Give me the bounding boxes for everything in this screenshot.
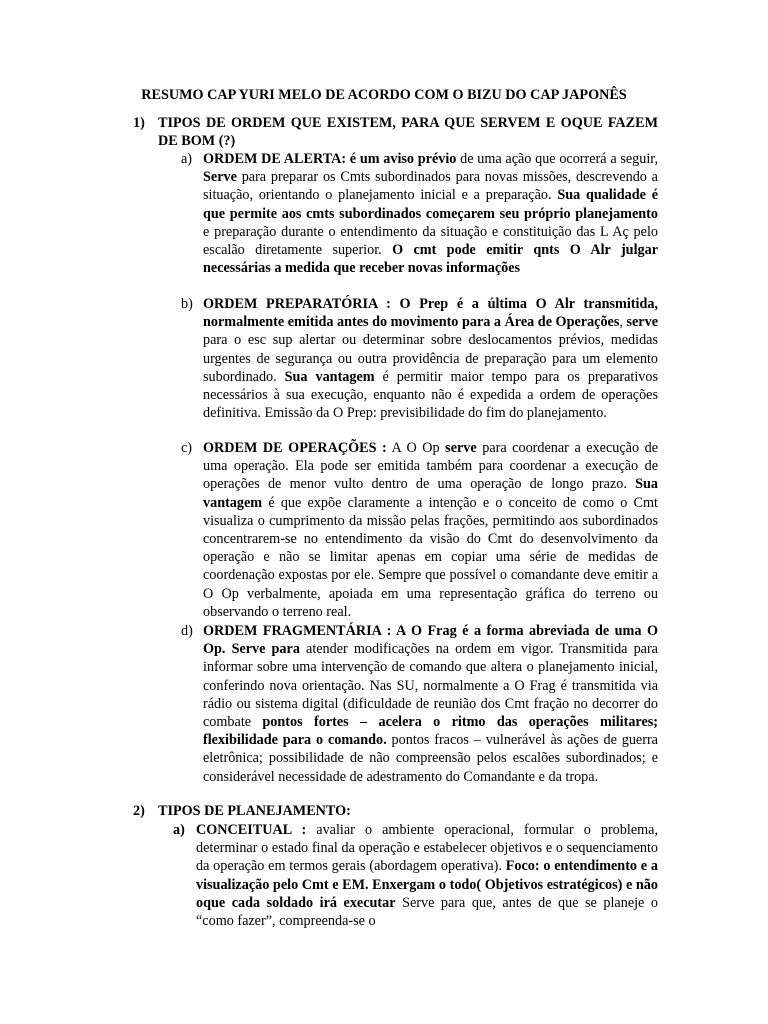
bold-text-run: Sua vantagem: [203, 476, 658, 511]
bold-text-run: ORDEM DE OPERAÇÕES :: [203, 440, 387, 456]
bold-text-run: pontos fortes – acelera o ritmo das operações militares; flexibilidade para o comando.: [203, 714, 658, 749]
bold-text-run: ORDEM FRAGMENTÁRIA : A O Frag é a forma abreviada de uma O Op. Serve para: [203, 623, 658, 658]
text-run: para coordenar a execução de uma operação. Ela pode ser emitida também para coordenar a execução de operações de menor vulto dentro de uma operação de longo prazo.: [203, 440, 658, 493]
item-body: [196, 821, 658, 930]
text-run: atender modificações na ordem em vigor. Transmitida para informar sobre uma intervenção de comando que altera o planejamento inicial, conferindo nova orientação. Nas SU, normalmente a O Frag é transmitida via rádio ou sistema digital (dificuldade de reunião dos Cmt fração no decorrer do combate: [203, 641, 658, 731]
text-run: Serve para que, antes de que se planeje o “como fazer”, compreenda-se o: [196, 894, 658, 930]
text-run: é que expõe claramente a intenção e o conceito de como o Cmt visualiza o cumprimento da missão pelas frações, permitindo aos subordinados concentrarem-se no entendimento da visão do Cmt do desenvolvimento da operação e não se limitar apenas em copiar uma série de medidas de coordenação expostas por ele. Sempre que possível o comandante deve emitir a O Op verbalmente, apoiada em uma representação gráfica do terreno ou observando o terreno real.: [203, 494, 658, 620]
item-body: [203, 622, 658, 786]
bold-text-run: ORDEM DE ALERTA: é um aviso prévio: [203, 151, 457, 167]
bold-text-run: ORDEM PREPARATÓRIA : O Prep é a última O Alr transmitida, normalmente emitida antes do movimento para a Área de Operações: [203, 296, 658, 331]
item-body: [203, 295, 658, 422]
bold-text-run: serve: [445, 440, 477, 456]
item-body: [203, 150, 658, 277]
text-run: avaliar o ambiente operacional, formular o problema, determinar o estado final da operação e estabelecer objetivos e o sequenciamento da operação em termos gerais (abordagem operativa).: [196, 822, 658, 875]
bold-text-run: Serve: [203, 169, 237, 186]
item-letter: b): [181, 296, 193, 312]
section-heading: TIPOS DE PLANEJAMENTO:: [158, 803, 351, 819]
bold-text-run: Foco: o entendimento e a visualização pelo Cmt e EM. Enxergam o todo( Objetivos estratégicos) e não oque cada soldado irá executar: [196, 858, 658, 911]
item-body: [203, 439, 658, 621]
item-letter: a): [173, 822, 185, 838]
section-number: 1): [133, 115, 145, 131]
document-title: RESUMO CAP YURI MELO DE ACORDO COM O BIZU DO CAP JAPONÊS: [141, 87, 627, 103]
text-run: de uma ação que ocorrerá a seguir,: [456, 151, 658, 167]
bold-text-run: O cmt pode emitir qnts O Alr julgar necessárias a medida que receber novas informações: [203, 242, 658, 277]
text-run: para preparar os Cmts subordinados para novas missões, descrevendo a situação, orientando o planejamento inicial e a preparação.: [203, 169, 658, 204]
text-run: para o esc sup alertar ou determinar sobre deslocamentos prévios, medidas urgentes de segurança ou outra providência de preparação para um elemento subordinado.: [203, 332, 658, 385]
item-letter: a): [181, 151, 193, 167]
bold-text-run: serve: [626, 314, 658, 331]
section-number: 2): [133, 803, 145, 819]
text-run: A O Op: [386, 440, 446, 456]
section-heading: TIPOS DE ORDEM QUE EXISTEM, PARA QUE SERVEM E OQUE FAZEM DE BOM (?): [158, 115, 658, 150]
text-run: e preparação durante o entendimento da situação e constituição das L Aç pelo escalão diretamente superior.: [203, 223, 658, 259]
item-letter: d): [181, 623, 193, 639]
text-run: é permitir maior tempo para os preparativos necessários à sua execução, enquanto não é expedida a ordem de operações definitiva. Emissão da O Prep: previsibilidade do fim do planejamento.: [203, 368, 658, 422]
item-letter: c): [181, 440, 193, 456]
text-run: pontos fracos – vulnerável às ações de guerra eletrônica; possibilidade de não compreensão pelos escalões subordinados; e considerável necessidade de adestramento do Comandante e da tropa.: [203, 732, 658, 785]
bold-text-run: CONCEITUAL :: [196, 822, 307, 838]
bold-text-run: Sua vantagem: [284, 368, 375, 385]
bold-text-run: Sua qualidade é que permite aos cmts subordinados começarem seu próprio planejamento: [203, 187, 659, 222]
text-run: ,: [619, 314, 627, 331]
